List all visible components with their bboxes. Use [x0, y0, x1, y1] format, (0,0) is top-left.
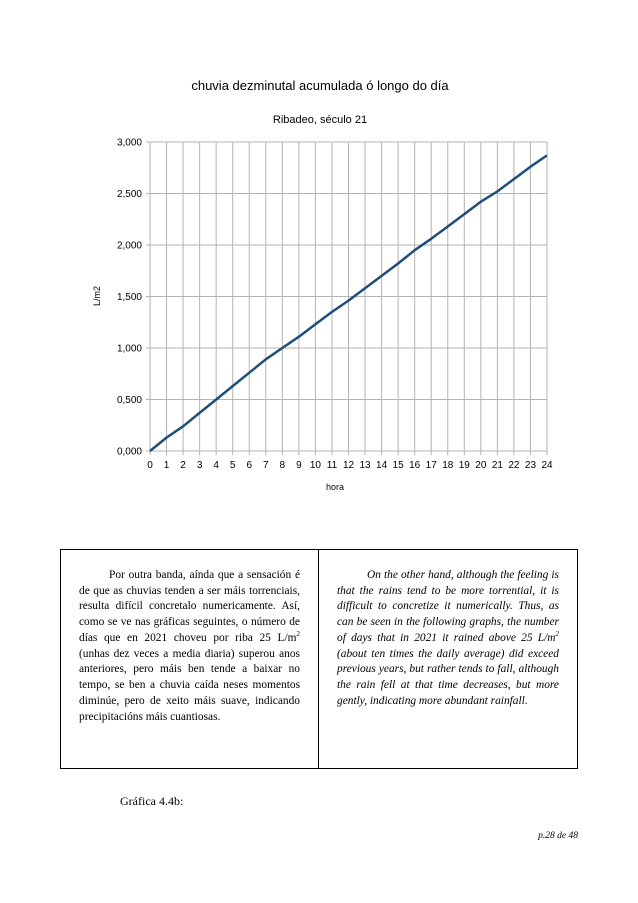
- accumulated-rain-chart: [0, 60, 638, 510]
- bilingual-text-table: [60, 549, 578, 769]
- x-tick-label: 9: [296, 460, 302, 471]
- x-tick-label: 8: [279, 460, 286, 471]
- chart-subtitle: Ribadeo, século 21: [272, 114, 368, 126]
- x-tick-label: 11: [326, 460, 338, 471]
- x-tick-label: 3: [196, 460, 203, 471]
- x-tick-label: 0: [147, 460, 153, 471]
- x-tick-label: 16: [409, 460, 421, 471]
- x-tick-label: 21: [491, 460, 503, 471]
- x-tick-label: 12: [342, 460, 355, 471]
- x-tick-label: 7: [263, 460, 269, 471]
- x-tick-label: 5: [229, 460, 236, 471]
- y-tick-label: 3,000: [116, 137, 142, 149]
- x-tick-label: 24: [541, 460, 553, 471]
- x-tick-label: 13: [359, 460, 371, 471]
- page-number: p.28 de 48: [538, 831, 578, 841]
- figure-caption: Gráfica 4.4b:: [120, 794, 184, 808]
- y-tick-label: 1,000: [116, 343, 142, 355]
- y-tick-label: 2,000: [116, 240, 142, 252]
- english-text-cell: [319, 550, 577, 768]
- x-tick-label: 17: [425, 460, 437, 471]
- x-tick-label: 15: [392, 460, 404, 471]
- y-tick-label: 0,500: [116, 395, 142, 406]
- x-tick-label: 19: [458, 460, 470, 471]
- x-tick-label: 1: [163, 460, 170, 471]
- y-tick-label: 0,000: [116, 446, 142, 458]
- x-tick-label: 14: [376, 460, 388, 471]
- english-paragraph: On the other hand, although the feeling is that the rains tend to be more torrential, it is difficult to concretize it numerically. Thus, as can be seen in the following graphs, the number of days that in 2021 it rained above 25 $L/m^2$ (about ten times the daily average) did exceed previous years, but rather tends to fall, although the rain fell at that time decreases, but more gently, indicating more abundant rainfall.: [337, 569, 559, 707]
- x-tick-label: 2: [180, 460, 186, 471]
- x-tick-label: 4: [213, 460, 219, 471]
- y-tick-label: 1,500: [116, 292, 142, 303]
- x-tick-label: 23: [524, 460, 537, 471]
- y-axis-ticks: [117, 138, 142, 458]
- galician-paragraph: Por outra banda, aínda que a sensación é de que as chuvias tenden a ser máis torrenciais, resulta difícil concretalo numericamente. Así, como se ve nas gráficas seguintes, o número de días que en 2021 choveu por riba 25 $L/m^2$ (unhas dez veces a media diaria) superou anos anteriores, pero máis ben tende a baixar no tempo, se ben a chuvia caída neses momentos diminúe, pero de xeito máis suave, indicando precipitacións máis cuantiosas.: [79, 569, 300, 723]
- x-axis-ticks: [147, 460, 553, 471]
- x-axis-label: hora: [325, 482, 345, 492]
- x-tick-label: 6: [246, 460, 253, 471]
- x-tick-label: 18: [442, 460, 454, 471]
- galician-text-cell: [61, 550, 319, 768]
- y-axis-label: L/m2: [92, 285, 102, 307]
- x-tick-label: 20: [475, 460, 487, 471]
- x-tick-label: 10: [309, 460, 321, 471]
- y-tick-label: 2,500: [116, 189, 142, 200]
- chart-title: chuvia dezminutal acumulada ó longo do día: [191, 78, 449, 93]
- x-tick-label: 22: [508, 460, 520, 471]
